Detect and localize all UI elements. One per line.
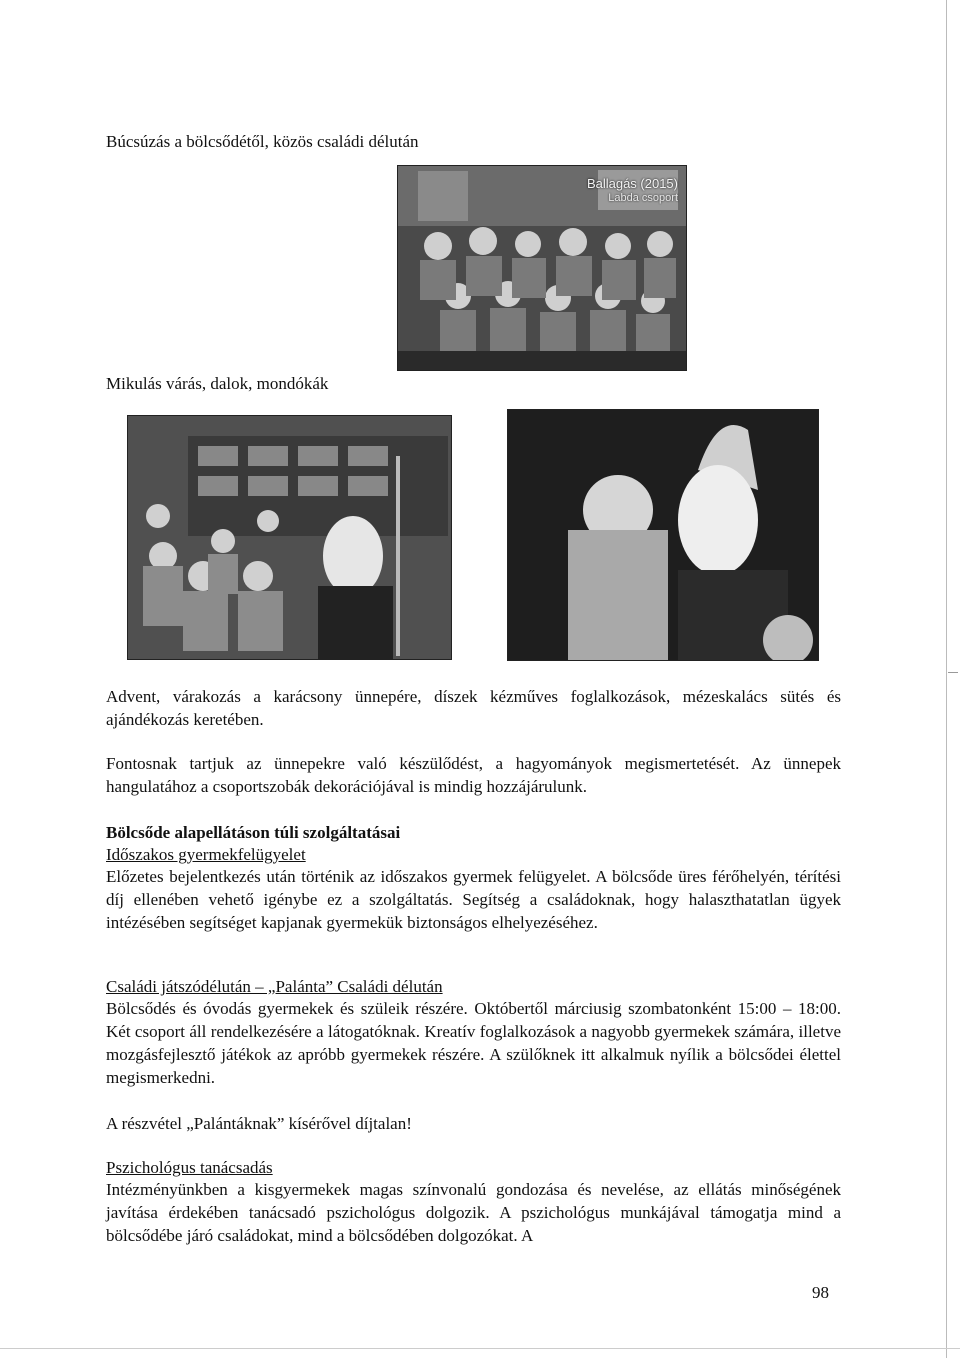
heading-mikulas: Mikulás várás, dalok, mondókák	[106, 374, 329, 393]
play-body: Bölcsődés és óvodás gyermekek és szüleik részére. Októbertől márciusig szombatonként 15:00 – 18:00. Két csoport áll rendelkezésére a látogatóknak. Kreatív foglalkozások a nagyobb gyermekek számára, illetve mozgásfejlesztő játékok az apróbb gyermekek részére. A szülőknek itt alkalmuk nyílik a bölcsődei élettel megismerkedni.	[106, 999, 841, 1087]
mikulas-closeup-graphic	[508, 410, 818, 660]
page-number: 98	[812, 1283, 829, 1302]
mikulas-room-photo	[127, 415, 452, 660]
psych-title: Pszichológus tanácsadás	[106, 1158, 273, 1177]
heading-farewell: Búcsúzás a bölcsődétől, közös családi délután	[106, 132, 419, 151]
holiday-paragraph: Fontosnak tartjuk az ünnepekre való készülődést, a hagyományok megismertetését. Az ünnepek hangulatához a csoportszobák dekorációjával is mindig hozzájárulunk.	[106, 754, 841, 796]
graduation-caption-title: Ballagás (2015)	[586, 176, 678, 191]
services-heading: Bölcsőde alapellátáson túli szolgáltatásai	[106, 823, 401, 842]
childcare-title: Időszakos gyermekfelügyelet	[106, 845, 306, 864]
mikulas-closeup-photo	[507, 409, 819, 661]
graduation-group-photo	[397, 165, 687, 371]
advent-paragraph: Advent, várakozás a karácsony ünnepére, díszek kézműves foglalkozások, mézeskalács sütés és ajándékozás keretében.	[106, 687, 841, 729]
page-bottom-line	[0, 1348, 960, 1349]
graduation-photo-caption	[587, 176, 678, 206]
graduation-caption-group: Labda csoport	[608, 192, 678, 204]
play-title: Családi játszódélután – „Palánta” Családi délután	[106, 977, 443, 996]
mikulas-room-graphic	[128, 416, 451, 659]
page-edge-tick	[948, 672, 958, 673]
play-note: A részvétel „Palántáknak” kísérővel díjtalan!	[106, 1114, 412, 1133]
psych-body: Intézményünkben a kisgyermekek magas színvonalú gondozása és nevelése, az ellátás minőségének javítása érdekében tanácsadó pszichológus dolgozik. A pszichológus munkájával támogatja mind a bölcsődébe járó családokat, mind a bölcsődében dolgozókat. A	[106, 1180, 841, 1245]
childcare-body: Előzetes bejelentkezés után történik az időszakos gyermek felügyelet. A bölcsőde üres férőhelyén, térítési díj ellenében vehető igénybe ez a szolgáltatás. Segítség a családoknak, hogy halaszthatatlan ügyek intézésében segítséget kapjanak gyermekük biztonságos elhelyezéséhez.	[106, 867, 841, 932]
page-edge-line	[946, 0, 947, 1358]
